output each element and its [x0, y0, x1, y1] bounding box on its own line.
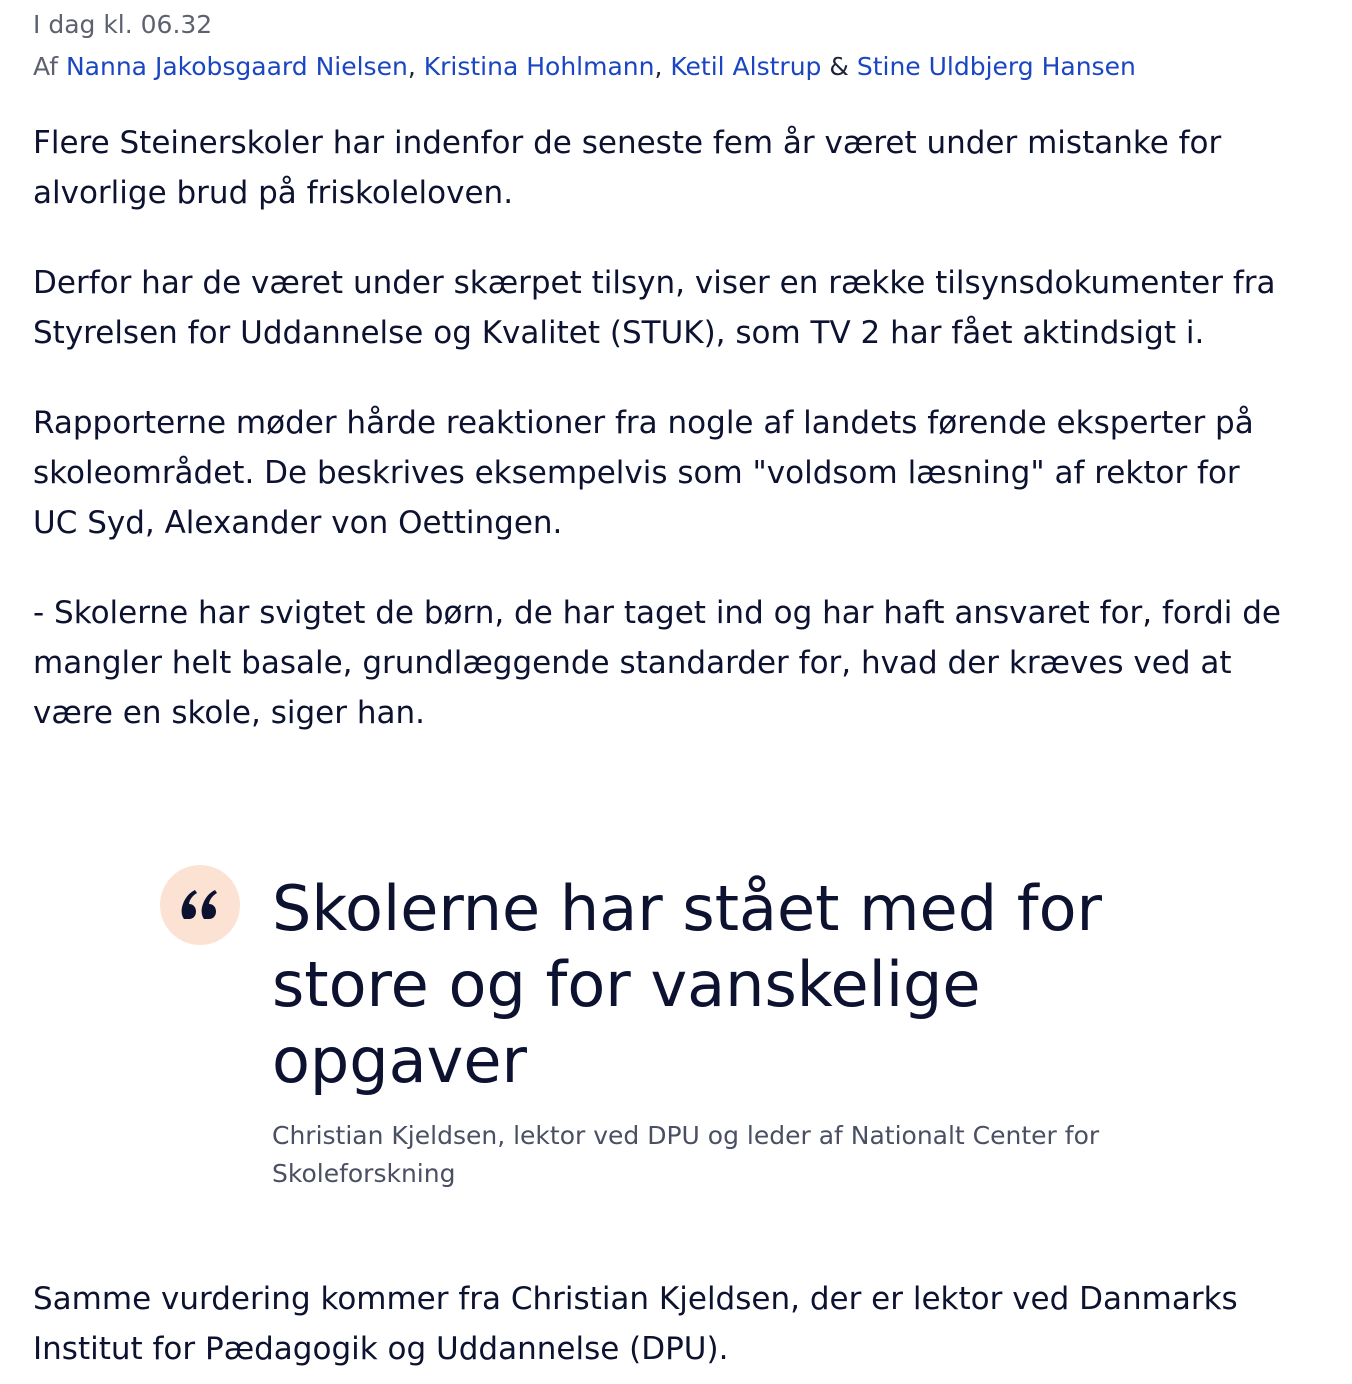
article-paragraph: Samme vurdering kommer fra Christian Kjeldsen, der er lektor ved Danmarks Institut for Pædagogik og Uddannelse (DPU). [33, 1281, 1238, 1367]
article-paragraph: - Skolerne har svigtet de børn, de har taget ind og har haft ansvaret for, fordi de mangler helt basale, grundlæggende standarder for, hvad der kræves ved at være en skole, siger han. [33, 595, 1281, 731]
article [33, 0, 1303, 738]
article-paragraph: Rapporterne møder hårde reaktioner fra nogle af landets førende eksperter på skoleområdet. De beskrives eksempelvis som "voldsom læsning" af rektor for UC Syd, Alexander von Oettingen. [33, 405, 1254, 541]
author-link-ketil-alstrup[interactable]: Ketil Alstrup [670, 52, 822, 81]
author-link-stine-uldbjerg-hansen[interactable]: Stine Uldbjerg Hansen [856, 52, 1136, 81]
quote-badge [160, 865, 240, 945]
byline-comma: , [407, 52, 416, 81]
quote-source: Christian Kjeldsen, lektor ved DPU og leder af Nationalt Center for Skoleforskning [272, 1121, 1100, 1188]
byline-prefix: Af [33, 52, 59, 81]
publish-timestamp: I dag kl. 06.32 [33, 10, 213, 39]
article-continued [33, 1274, 1293, 1374]
author-link-nanna-jakobsgaard-nielsen[interactable]: Nanna Jakobsgaard Nielsen [65, 52, 408, 81]
author-link-kristina-hohlmann[interactable]: Kristina Hohlmann [423, 52, 655, 81]
byline [33, 50, 1303, 84]
byline-comma: , [654, 52, 663, 81]
article-paragraph: Derfor har de været under skærpet tilsyn, viser en række tilsynsdokumenter fra Styrelsen for Uddannelse og Kvalitet (STUK), som TV 2 har fået aktindsigt i. [33, 265, 1276, 351]
article-paragraph: Flere Steinerskoler har indenfor de seneste fem år været under mistanke for alvorlige brud på friskoleloven. [33, 125, 1222, 211]
quote-text: Skolerne har stået med for store og for vanskelige opgaver [272, 872, 1103, 1097]
quote-mark-icon [180, 889, 220, 921]
byline-ampersand: & [829, 52, 849, 81]
